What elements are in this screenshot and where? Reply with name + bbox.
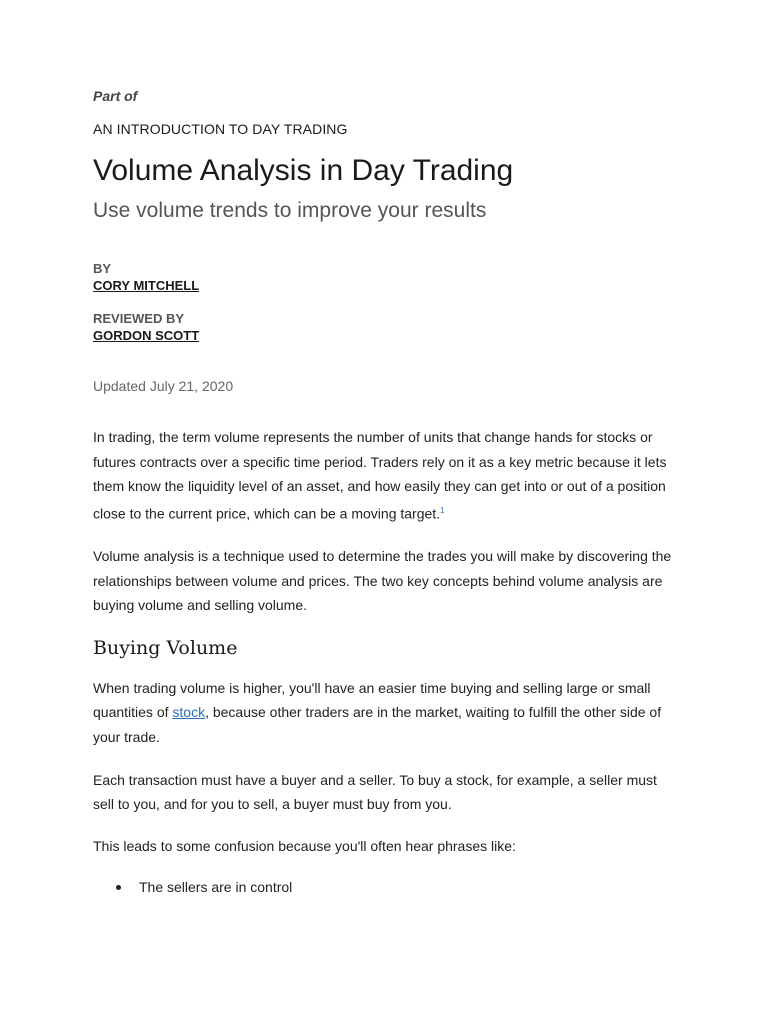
article (93, 86, 678, 898)
author-label: BY (93, 261, 112, 276)
author-byline (93, 261, 678, 294)
page-title: Volume Analysis in Day Trading (93, 154, 514, 187)
list-item-text: The sellers are in control (139, 879, 293, 896)
updated-date: Updated July 21, 2020 (93, 378, 234, 394)
list-item (93, 876, 678, 898)
series-title: AN INTRODUCTION TO DAY TRADING (93, 121, 348, 137)
paragraph-text: When trading volume is higher, you'll have an easier time buying and selling large or small quantities of (93, 679, 651, 721)
paragraph-volume-definition (93, 425, 678, 526)
footnote-link[interactable]: 1 (440, 505, 445, 515)
section-heading-buying-volume: Buying Volume (93, 636, 238, 659)
phrase-list (93, 876, 678, 898)
paragraph-trading-volume (93, 676, 678, 750)
paragraph-text: In trading, the term volume represents the number of units that change hands for stocks or futures contracts over a specific time period. Traders rely on it as a key metric because it lets them know the liquidity level of an asset, and how easily they can get into or out of a position close to the current price, which can be a moving target. (93, 429, 667, 522)
paragraph-transaction: Each transaction must have a buyer and a seller. To buy a stock, for example, a seller must sell to you, and for you to sell, a buyer must buy from you. (93, 771, 657, 813)
bullet-icon (116, 885, 121, 890)
part-of-label: Part of (93, 88, 138, 104)
paragraph-volume-analysis: Volume analysis is a technique used to determine the trades you will make by discovering the relationships between volume and prices. The two key concepts behind volume analysis are buying volume and selling volume. (93, 548, 672, 614)
author-link[interactable]: CORY MITCHELL (93, 278, 200, 293)
page-subtitle: Use volume trends to improve your results (93, 199, 487, 222)
stock-link[interactable]: stock (172, 704, 206, 721)
paragraph-confusion: This leads to some confusion because you'll often hear phrases like: (93, 837, 516, 854)
reviewer-byline (93, 311, 678, 344)
reviewer-label: REVIEWED BY (93, 311, 185, 326)
paragraph-text: , because other traders are in the market, waiting to fulfill the other side of your trade. (93, 704, 662, 745)
reviewer-link[interactable]: GORDON SCOTT (93, 328, 200, 343)
